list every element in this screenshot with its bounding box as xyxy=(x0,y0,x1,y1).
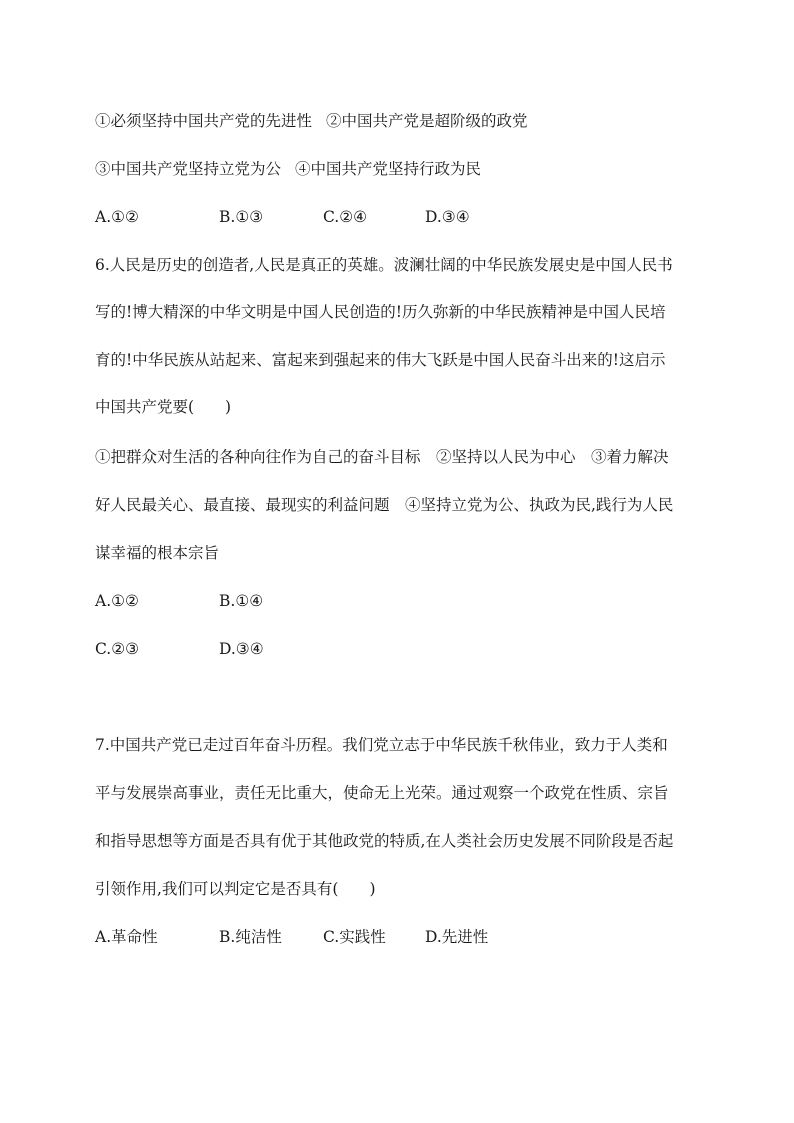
q5-statement-2: ②中国共产党是超阶级的政党 xyxy=(326,112,528,130)
q7-option-a: A.革命性 xyxy=(95,928,158,946)
q7-option-c: C.实践性 xyxy=(323,928,386,946)
q5-option-b: B.①③ xyxy=(219,208,264,226)
q6-option-b: B.①④ xyxy=(219,592,264,610)
q5-statement-1: ①必须坚持中国共产党的先进性 xyxy=(95,112,313,130)
q7-stem-line-1: 7.中国共产党已走过百年奋斗历程。我们党立志于中华民族千秋伟业，致力于人类和 xyxy=(95,736,668,754)
q6-statement-line-3: 谋幸福的根本宗旨 xyxy=(95,544,220,562)
q6-option-c: C.②③ xyxy=(95,640,140,658)
q7-option-d: D.先进性 xyxy=(425,928,489,946)
q7-stem-line-2: 平与发展崇高事业，责任无比重大，使命无上光荣。通过观察一个政党在性质、宗旨 xyxy=(95,784,669,802)
q5-statement-3: ③中国共产党坚持立党为公 xyxy=(95,160,282,178)
q7-stem-line-4: 引领作用,我们可以判定它是否具有( ) xyxy=(95,880,376,898)
q5-statement-4: ④中国共产党坚持行政为民 xyxy=(295,160,482,178)
q5-statement-line-2 xyxy=(95,159,715,179)
q6-stem-line-4: 中国共产党要( ) xyxy=(95,398,232,416)
q7-stem-line-3: 和指导思想等方面是否具有优于其他政党的特质,在人类社会历史发展不同阶段是否起 xyxy=(95,832,674,850)
q6-statement-line-2: 好人民最关心、最直接、最现实的利益问题 ④坚持立党为公、执政为民,践行为人民 xyxy=(95,496,674,514)
q5-statement-line-1 xyxy=(95,111,715,131)
q6-option-d: D.③④ xyxy=(219,640,264,658)
q6-option-a: A.①② xyxy=(95,592,139,610)
q6-stem-line-3: 育的!中华民族从站起来、富起来到强起来的伟大飞跃是中国人民奋斗出来的!这启示 xyxy=(95,351,666,369)
q6-statement-line-1: ①把群众对生活的各种向往作为自己的奋斗目标 ②坚持以人民为中心 ③着力解决 xyxy=(95,448,669,466)
q6-stem-line-1: 6.人民是历史的创造者,人民是真正的英雄。波澜壮阔的中华民族发展史是中国人民书 xyxy=(95,256,673,274)
q5-option-c: C.②④ xyxy=(323,208,368,226)
q6-stem-line-2: 写的!博大精深的中华文明是中国人民创造的!历久弥新的中华民族精神是中国人民培 xyxy=(95,303,666,321)
q5-option-a: A.①② xyxy=(95,208,139,226)
q5-option-d: D.③④ xyxy=(425,208,470,226)
q7-option-b: B.纯洁性 xyxy=(219,928,282,946)
